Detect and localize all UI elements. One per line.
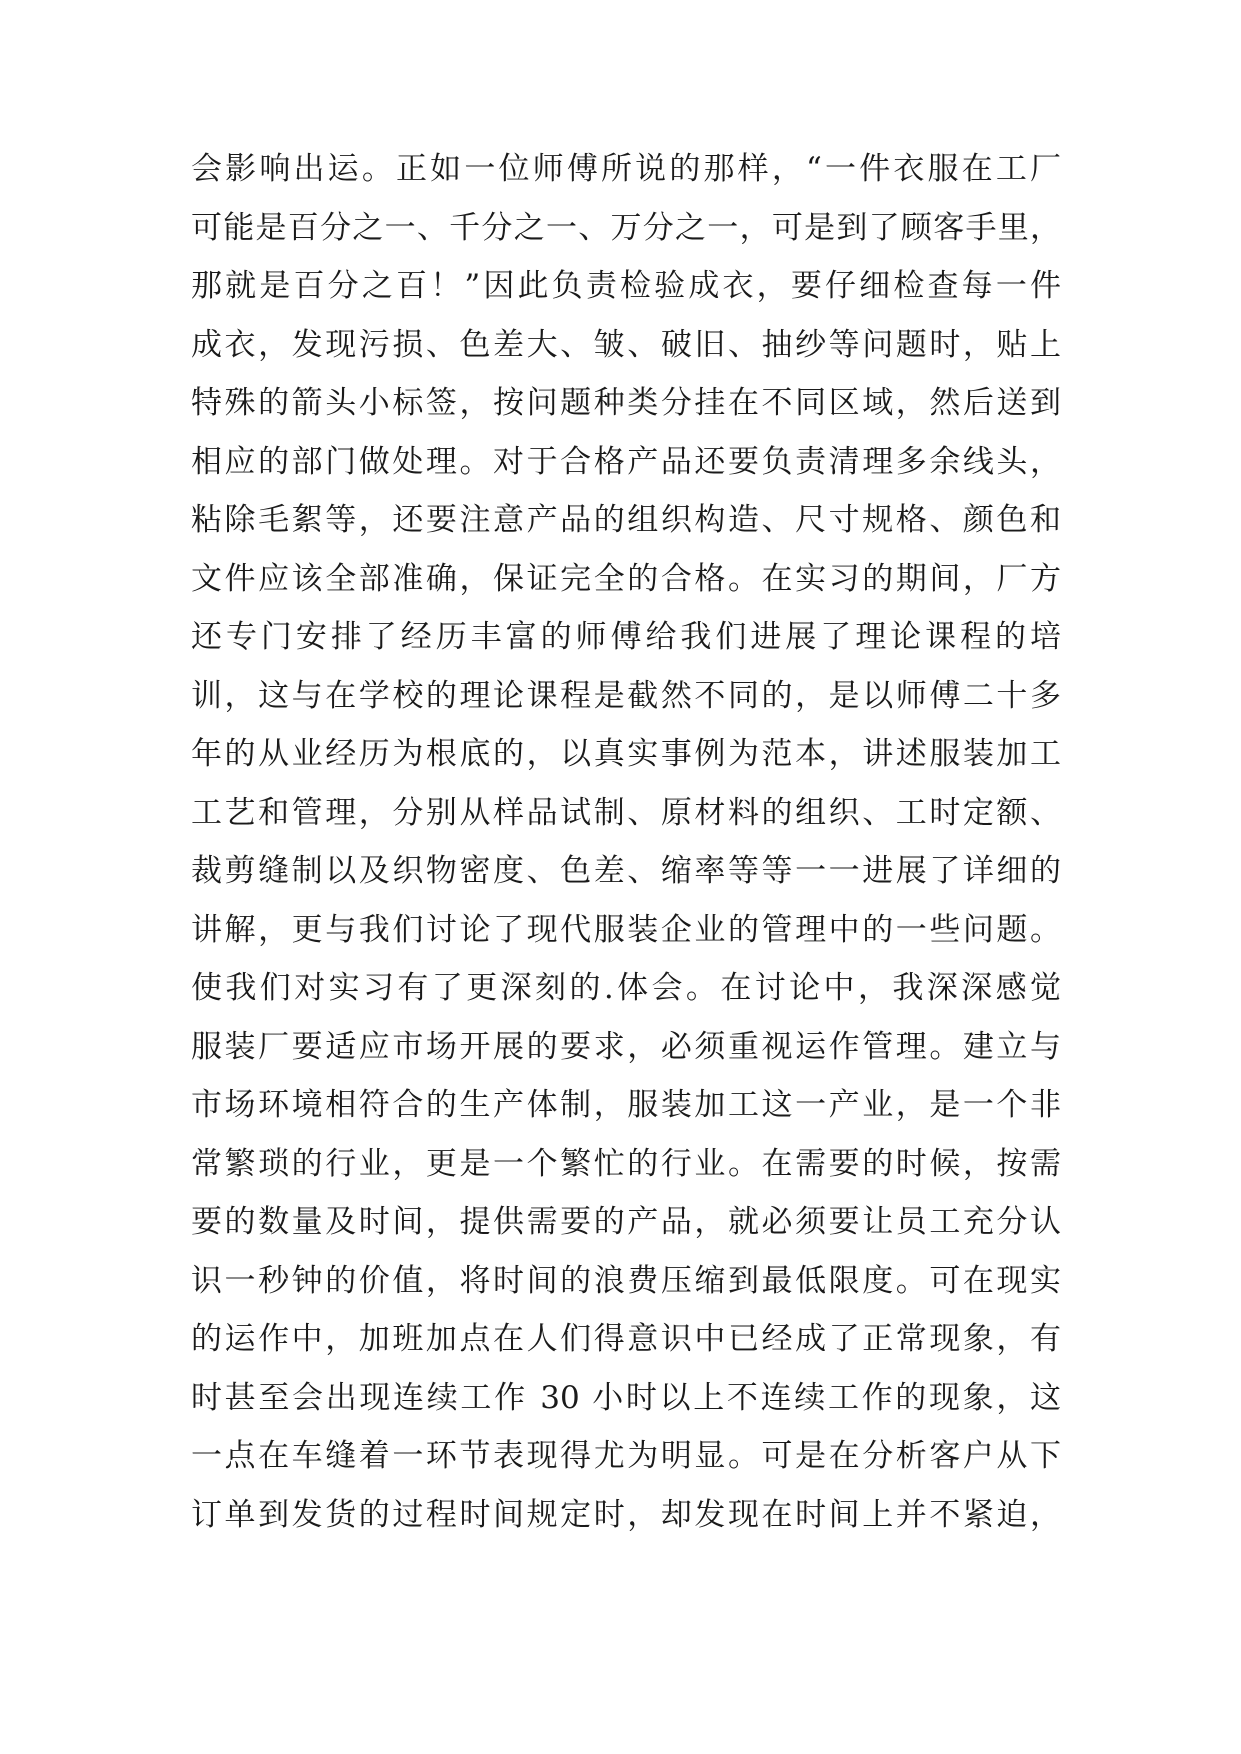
text-line: 服装厂要适应市场开展的要求，必须重视运作管理。建立与: [191, 1028, 1061, 1065]
text-line: 可能是百分之一、千分之一、万分之一，可是到了顾客手里，: [191, 209, 1061, 246]
text-line: 的运作中，加班加点在人们得意识中已经成了正常现象，有: [191, 1321, 1061, 1357]
text-line: 识一秒钟的价值，将时间的浪费压缩到最低限度。可在现实: [191, 1262, 1061, 1299]
text-line: 市场环境相符合的生产体制，服装加工这一产业，是一个非: [191, 1087, 1061, 1123]
text-line: 年的从业经历为根底的，以真实事例为范本，讲述服装加工: [191, 736, 1061, 772]
text-line: 训，这与在学校的理论课程是截然不同的，是以师傅二十多: [191, 677, 1061, 714]
text-line: 成衣，发现污损、色差大、皱、破旧、抽纱等问题时，贴上: [191, 326, 1061, 363]
text-line: 工艺和管理，分别从样品试制、原材料的组织、工时定额、: [191, 794, 1061, 831]
text-line: 一点在车缝着一环节表现得尤为明显。可是在分析客户从下: [191, 1438, 1061, 1474]
text-line: 粘除毛絮等，还要注意产品的组织构造、尺寸规格、颜色和: [191, 502, 1061, 538]
text-line: 时甚至会出现连续工作 30 小时以上不连续工作的现象，这: [191, 1379, 1061, 1416]
text-line: 那就是百分之百！”因此负责检验成衣，要仔细检查每一件: [191, 268, 1061, 304]
text-line: 裁剪缝制以及织物密度、色差、缩率等等一一进展了详细的: [191, 853, 1061, 889]
text-line: 订单到发货的过程时间规定时，却发现在时间上并不紧迫，: [191, 1496, 1061, 1533]
text-line: 讲解，更与我们讨论了现代服装企业的管理中的一些问题。: [191, 911, 1061, 948]
text-line: 文件应该全部准确，保证完全的合格。在实习的期间，厂方: [191, 560, 1061, 597]
text-line: 使我们对实习有了更深刻的.体会。在讨论中，我深深感觉: [191, 970, 1061, 1006]
text-line: 相应的部门做处理。对于合格产品还要负责清理多余线头，: [191, 443, 1061, 480]
text-line: 还专门安排了经历丰富的师傅给我们进展了理论课程的培: [191, 619, 1061, 655]
text-line: 特殊的箭头小标签，按问题种类分挂在不同区域，然后送到: [191, 385, 1061, 421]
text-line: 常繁琐的行业，更是一个繁忙的行业。在需要的时候，按需: [191, 1145, 1061, 1182]
text-line: 要的数量及时间，提供需要的产品，就必须要让员工充分认: [191, 1204, 1061, 1240]
text-line: 会影响出运。正如一位师傅所说的那样，“一件衣服在工厂: [191, 151, 1061, 187]
body-text: [191, 140, 1061, 1544]
